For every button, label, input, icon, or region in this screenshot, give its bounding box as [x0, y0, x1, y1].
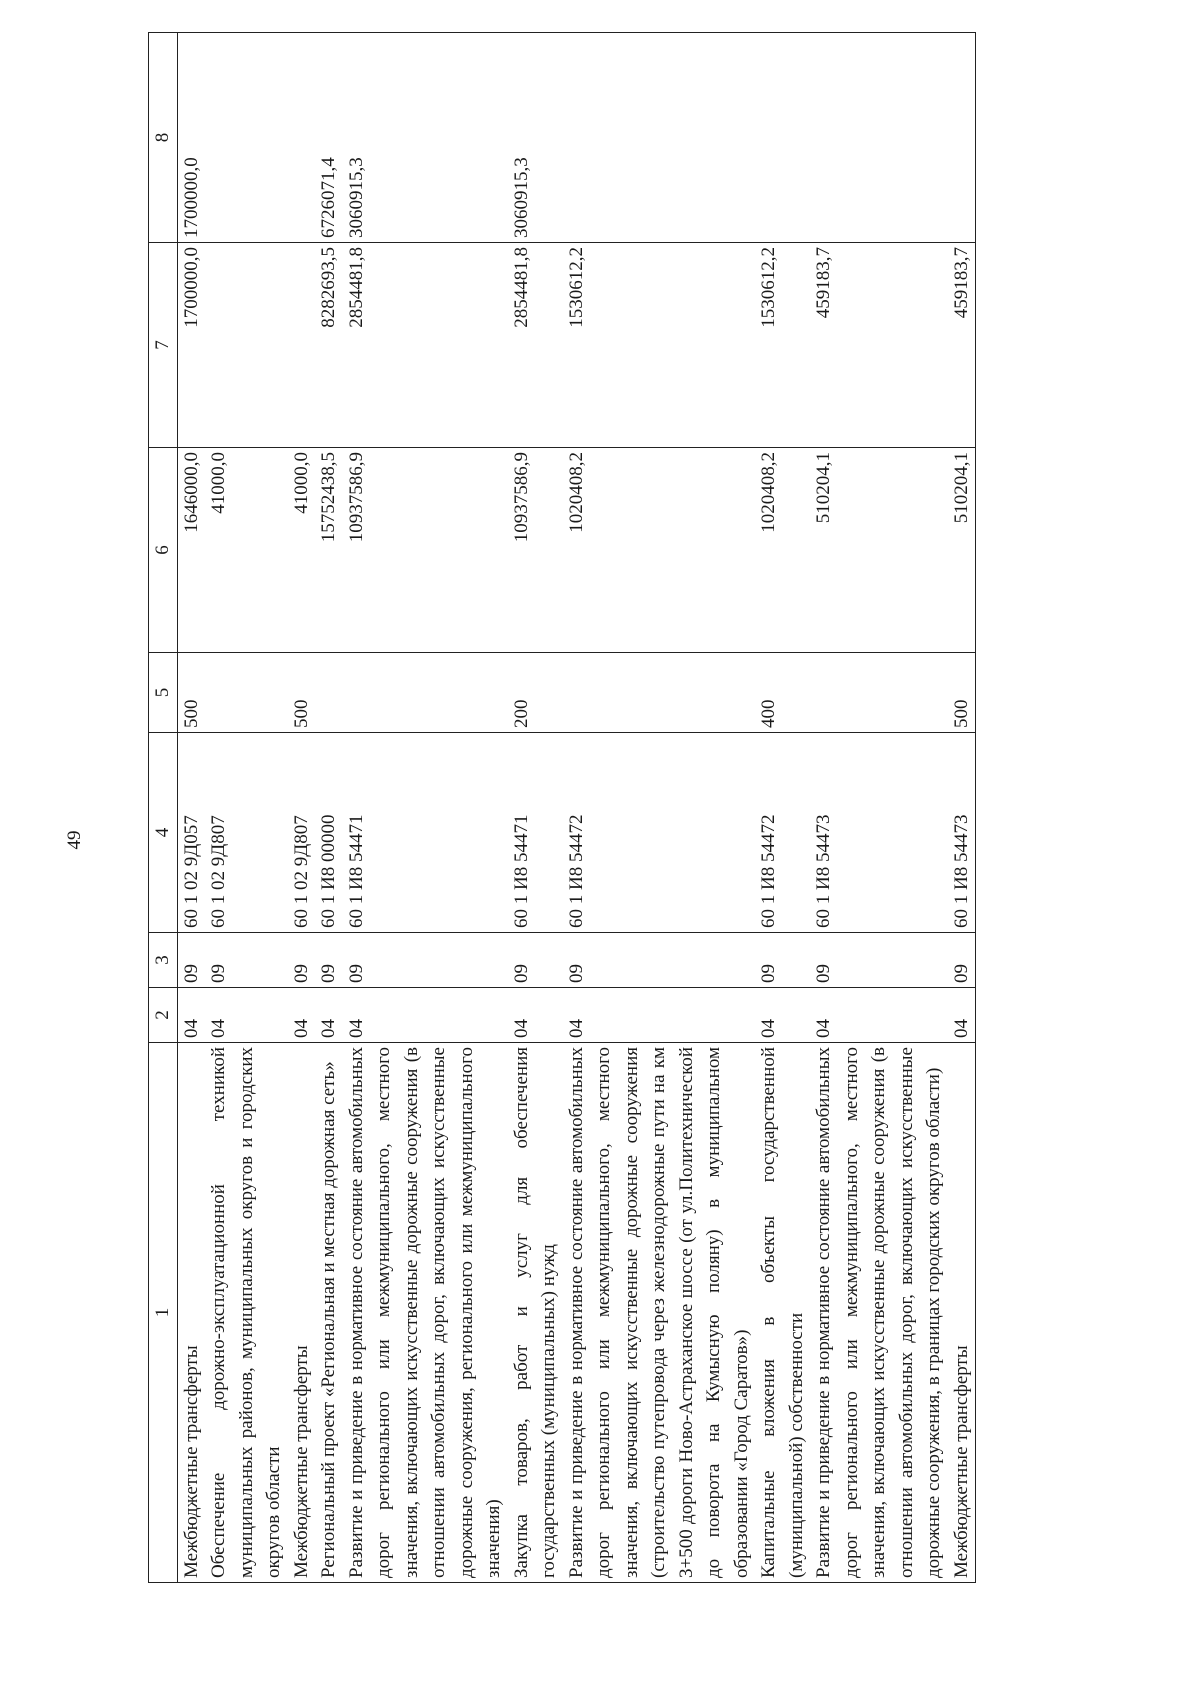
- row-name: Развитие и приведение в нормативное состояние автомобильных дорог регионального или межмуниципального, местного значения, включающих искусственные дорожные сооружения (в отношении автомобильных дорог, включающих искусственные дорожные сооружения, в границах городских округов области): [810, 1043, 948, 1583]
- amount-year-3: 6726071,4: [315, 33, 343, 243]
- amount-year-3: [288, 33, 316, 243]
- column-header: 6: [149, 448, 178, 653]
- column-header: 1: [149, 1043, 178, 1583]
- amount-year-2: 2854481,8: [343, 243, 508, 448]
- table-row: [315, 33, 343, 1583]
- section-code: 04: [288, 988, 316, 1043]
- row-name: Межбюджетные трансферты: [288, 1043, 316, 1583]
- subsection-code: 09: [563, 933, 756, 988]
- row-name: Межбюджетные трансферты: [177, 1043, 205, 1583]
- amount-year-2: 1530612,2: [755, 243, 810, 448]
- section-code: 04: [563, 988, 756, 1043]
- amount-year-1: 1020408,2: [755, 448, 810, 653]
- column-header: 2: [149, 988, 178, 1043]
- table-row: [288, 33, 316, 1583]
- table-row: [948, 33, 976, 1583]
- subsection-code: 09: [810, 933, 948, 988]
- row-name: Межбюджетные трансферты: [948, 1043, 976, 1583]
- amount-year-3: [205, 33, 288, 243]
- row-name: Закупка товаров, работ и услуг для обеспечения государственных (муниципальных) нужд: [508, 1043, 563, 1583]
- row-name: Обеспечение дорожно-эксплуатационной техникой муниципальных районов, муниципальных округов и городских округов области: [205, 1043, 288, 1583]
- amount-year-1: 1020408,2: [563, 448, 756, 653]
- expense-type-code: 500: [288, 653, 316, 733]
- target-article-code: 60 1 И8 54473: [948, 733, 976, 933]
- section-code: 04: [315, 988, 343, 1043]
- column-header: 5: [149, 653, 178, 733]
- row-name: Региональный проект «Региональная и местная дорожная сеть»: [315, 1043, 343, 1583]
- amount-year-1: 41000,0: [288, 448, 316, 653]
- expense-type-code: [343, 653, 508, 733]
- target-article-code: 60 1 И8 00000: [315, 733, 343, 933]
- subsection-code: 09: [205, 933, 288, 988]
- table-row: [177, 33, 205, 1583]
- column-header: 7: [149, 243, 178, 448]
- target-article-code: 60 1 02 9Д807: [288, 733, 316, 933]
- subsection-code: 09: [948, 933, 976, 988]
- target-article-code: 60 1 И8 54472: [563, 733, 756, 933]
- row-name: Капитальные вложения в объекты государственной (муниципальной) собственности: [755, 1043, 810, 1583]
- budget-table: [148, 32, 976, 1583]
- amount-year-2: [205, 243, 288, 448]
- section-code: 04: [948, 988, 976, 1043]
- target-article-code: 60 1 И8 54471: [343, 733, 508, 933]
- expense-type-code: [563, 653, 756, 733]
- amount-year-2: 1530612,2: [563, 243, 756, 448]
- amount-year-3: [755, 33, 810, 243]
- amount-year-1: 510204,1: [948, 448, 976, 653]
- amount-year-3: [948, 33, 976, 243]
- table-row: [810, 33, 948, 1583]
- amount-year-2: 8282693,5: [315, 243, 343, 448]
- table-row: [343, 33, 508, 1583]
- amount-year-3: [563, 33, 756, 243]
- amount-year-1: 15752438,5: [315, 448, 343, 653]
- target-article-code: 60 1 И8 54471: [508, 733, 563, 933]
- amount-year-3: 1700000,0: [177, 33, 205, 243]
- expense-type-code: 500: [948, 653, 976, 733]
- expense-type-code: 200: [508, 653, 563, 733]
- amount-year-2: [288, 243, 316, 448]
- section-code: 04: [343, 988, 508, 1043]
- page-number: 49: [64, 830, 85, 850]
- amount-year-1: 510204,1: [810, 448, 948, 653]
- target-article-code: 60 1 02 9Д807: [205, 733, 288, 933]
- amount-year-3: 3060915,3: [343, 33, 508, 243]
- amount-year-2: 459183,7: [810, 243, 948, 448]
- section-code: 04: [755, 988, 810, 1043]
- subsection-code: 09: [755, 933, 810, 988]
- amount-year-1: 1646000,0: [177, 448, 205, 653]
- row-name: Развитие и приведение в нормативное состояние автомобильных дорог регионального или межмуниципального, местного значения, включающих искусственные дорожные сооружения (в отношении автомобильных дорог, включающих искусственные дорожные сооружения, регионального или межмуниципального значения): [343, 1043, 508, 1583]
- row-name: Развитие и приведение в нормативное состояние автомобильных дорог регионального или межмуниципального, местного значения, включающих искусственные дорожные сооружения (строительство путепровода через железнодорожные пути на км 3+500 дороги Ново-Астраханское шоссе (от ул.Политехнической до поворота на Кумысную поляну) в муниципальном образовании «Город Саратов»): [563, 1043, 756, 1583]
- expense-type-code: 500: [177, 653, 205, 733]
- amount-year-2: 1700000,0: [177, 243, 205, 448]
- amount-year-2: 2854481,8: [508, 243, 563, 448]
- table-row: [755, 33, 810, 1583]
- amount-year-3: 3060915,3: [508, 33, 563, 243]
- table-row: [508, 33, 563, 1583]
- table-row: [563, 33, 756, 1583]
- subsection-code: 09: [288, 933, 316, 988]
- column-header: 3: [149, 933, 178, 988]
- section-code: 04: [508, 988, 563, 1043]
- target-article-code: 60 1 И8 54473: [810, 733, 948, 933]
- amount-year-1: 10937586,9: [508, 448, 563, 653]
- subsection-code: 09: [508, 933, 563, 988]
- subsection-code: 09: [177, 933, 205, 988]
- amount-year-1: 10937586,9: [343, 448, 508, 653]
- target-article-code: 60 1 И8 54472: [755, 733, 810, 933]
- target-article-code: 60 1 02 9Д057: [177, 733, 205, 933]
- expense-type-code: [315, 653, 343, 733]
- section-code: 04: [177, 988, 205, 1043]
- amount-year-3: [810, 33, 948, 243]
- subsection-code: 09: [343, 933, 508, 988]
- column-header: 4: [149, 733, 178, 933]
- expense-type-code: [205, 653, 288, 733]
- table-row: [205, 33, 288, 1583]
- column-header: 8: [149, 33, 178, 243]
- table-header-row: [149, 33, 178, 1583]
- amount-year-1: 41000,0: [205, 448, 288, 653]
- expense-type-code: 400: [755, 653, 810, 733]
- amount-year-2: 459183,7: [948, 243, 976, 448]
- expense-type-code: [810, 653, 948, 733]
- section-code: 04: [205, 988, 288, 1043]
- subsection-code: 09: [315, 933, 343, 988]
- section-code: 04: [810, 988, 948, 1043]
